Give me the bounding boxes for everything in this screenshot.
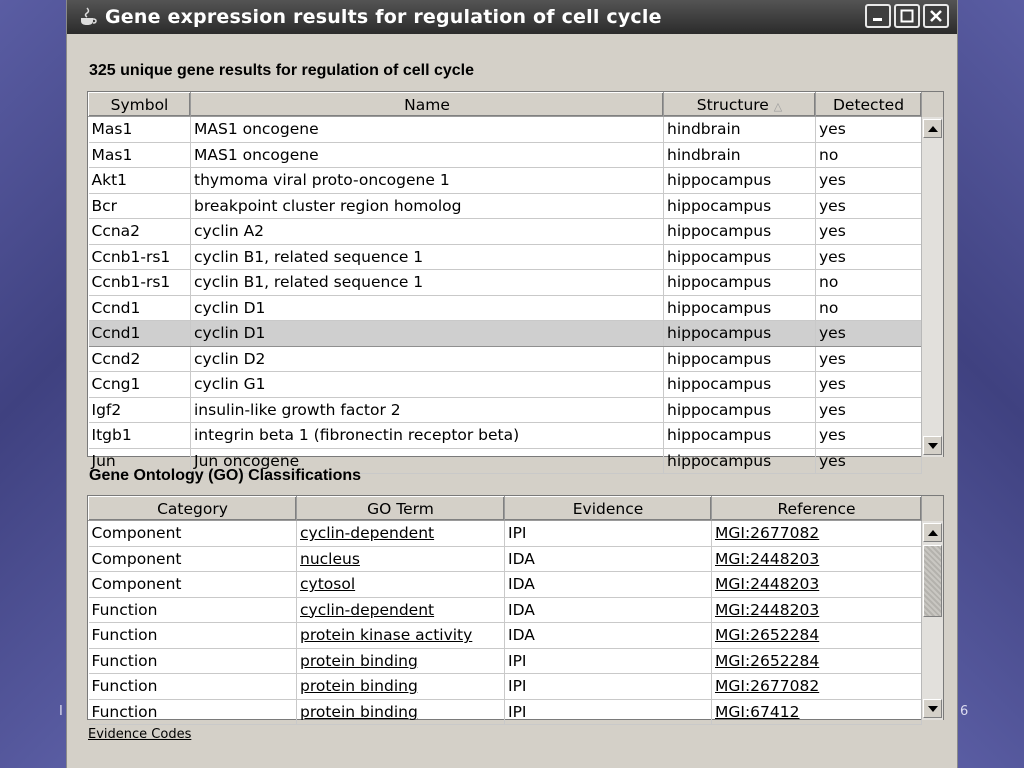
evidence-cell[interactable]: IPI — [505, 648, 712, 674]
reference-cell — [712, 674, 922, 700]
results-scroll-down-button[interactable] — [923, 436, 942, 455]
results-row[interactable] — [89, 295, 922, 321]
structure-cell[interactable]: hindbrain — [664, 117, 816, 143]
symbol-cell[interactable]: Ccnd1 — [89, 321, 191, 347]
results-row[interactable] — [89, 397, 922, 423]
reference-cell — [712, 699, 922, 725]
header-category[interactable]: Category — [89, 497, 297, 521]
reference-link[interactable]: MGI:2448203 — [715, 575, 820, 594]
name-cell[interactable]: cyclin A2 — [191, 219, 664, 245]
reference-cell — [712, 597, 922, 623]
header-symbol[interactable]: Symbol — [89, 93, 191, 117]
category-cell[interactable]: Component — [89, 546, 297, 572]
detected-cell[interactable]: yes — [816, 346, 922, 372]
category-cell[interactable]: Function — [89, 597, 297, 623]
structure-cell[interactable]: hippocampus — [664, 219, 816, 245]
arrow-up-icon — [928, 126, 938, 132]
results-scrollbar[interactable] — [921, 117, 943, 457]
detected-cell[interactable]: no — [816, 270, 922, 296]
go-term-link[interactable]: cyclin-dependent — [300, 600, 435, 619]
minimize-icon — [871, 9, 885, 23]
category-cell[interactable]: Function — [89, 674, 297, 700]
reference-cell — [712, 546, 922, 572]
evidence-cell[interactable]: IDA — [505, 623, 712, 649]
name-cell[interactable]: Jun oncogene — [191, 448, 664, 474]
reference-link[interactable]: MGI:67412 — [715, 702, 800, 721]
structure-cell[interactable]: hippocampus — [664, 372, 816, 398]
structure-cell[interactable]: hippocampus — [664, 346, 816, 372]
results-row[interactable] — [89, 117, 922, 143]
maximize-icon — [900, 9, 914, 23]
results-row[interactable] — [89, 142, 922, 168]
go-row[interactable] — [89, 674, 922, 700]
structure-cell[interactable]: hippocampus — [664, 448, 816, 474]
go-term-cell — [297, 674, 505, 700]
reference-link[interactable]: MGI:2652284 — [715, 626, 820, 645]
results-row[interactable] — [89, 372, 922, 398]
header-name[interactable]: Name — [191, 93, 664, 117]
arrow-down-icon — [928, 706, 938, 712]
structure-cell[interactable]: hippocampus — [664, 270, 816, 296]
detected-cell[interactable]: no — [816, 295, 922, 321]
detected-cell[interactable]: yes — [816, 193, 922, 219]
reference-cell — [712, 648, 922, 674]
structure-cell[interactable]: hippocampus — [664, 168, 816, 194]
background-text-left: I — [59, 704, 63, 719]
structure-cell[interactable]: hippocampus — [664, 321, 816, 347]
detected-cell[interactable]: yes — [816, 321, 922, 347]
detected-cell[interactable]: no — [816, 142, 922, 168]
name-cell[interactable]: cyclin B1, related sequence 1 — [191, 244, 664, 270]
go-scrollbar[interactable] — [921, 521, 943, 720]
go-term-link[interactable]: protein kinase activity — [300, 626, 473, 645]
background-text-right: 6 — [960, 704, 969, 719]
structure-cell[interactable]: hippocampus — [664, 423, 816, 449]
detected-cell[interactable]: yes — [816, 168, 922, 194]
symbol-cell[interactable]: Bcr — [89, 193, 191, 219]
reference-cell — [712, 521, 922, 547]
structure-cell[interactable]: hippocampus — [664, 295, 816, 321]
go-row[interactable] — [89, 699, 922, 725]
minimize-button[interactable] — [865, 4, 891, 28]
category-cell[interactable]: Function — [89, 648, 297, 674]
go-term-link[interactable]: protein binding — [300, 651, 418, 670]
results-header-row — [89, 93, 922, 117]
evidence-cell[interactable]: IPI — [505, 674, 712, 700]
detected-cell[interactable]: yes — [816, 219, 922, 245]
structure-cell[interactable]: hippocampus — [664, 397, 816, 423]
go-term-link[interactable]: nucleus — [300, 549, 360, 568]
close-icon — [929, 9, 943, 23]
results-row[interactable] — [89, 346, 922, 372]
reference-cell — [712, 572, 922, 598]
arrow-down-icon — [928, 443, 938, 449]
symbol-cell[interactable]: Ccna2 — [89, 219, 191, 245]
structure-cell[interactable]: hippocampus — [664, 244, 816, 270]
name-cell[interactable]: cyclin B1, related sequence 1 — [191, 270, 664, 296]
maximize-button[interactable] — [894, 4, 920, 28]
results-row[interactable] — [89, 168, 922, 194]
symbol-cell[interactable]: Ccng1 — [89, 372, 191, 398]
detected-cell[interactable]: yes — [816, 448, 922, 474]
evidence-cell[interactable]: IDA — [505, 572, 712, 598]
go-term-link[interactable]: cyclin-dependent — [300, 524, 435, 543]
go-row[interactable] — [89, 597, 922, 623]
arrow-up-icon — [928, 530, 938, 536]
background-right — [954, 0, 1024, 768]
go-term-cell — [297, 597, 505, 623]
results-row[interactable] — [89, 423, 922, 449]
detected-cell[interactable]: yes — [816, 397, 922, 423]
go-table — [88, 496, 922, 725]
name-cell[interactable]: thymoma viral proto-oncogene 1 — [191, 168, 664, 194]
reference-link[interactable]: MGI:2677082 — [715, 677, 820, 696]
results-scroll-up-button[interactable] — [923, 119, 942, 138]
results-row[interactable] — [89, 244, 922, 270]
results-table-panel — [87, 91, 944, 470]
name-cell[interactable]: breakpoint cluster region homolog — [191, 193, 664, 219]
go-term-cell — [297, 546, 505, 572]
symbol-cell[interactable]: Akt1 — [89, 168, 191, 194]
go-term-cell — [297, 572, 505, 598]
header-structure[interactable] — [664, 93, 816, 117]
results-row[interactable] — [89, 219, 922, 245]
evidence-cell[interactable]: IDA — [505, 546, 712, 572]
symbol-cell[interactable]: Ccnd1 — [89, 295, 191, 321]
symbol-cell[interactable]: Ccnb1-rs1 — [89, 244, 191, 270]
table-corner — [921, 92, 943, 117]
title-bar[interactable] — [67, 0, 957, 34]
symbol-cell[interactable]: Igf2 — [89, 397, 191, 423]
java-cup-icon — [77, 6, 99, 28]
category-cell[interactable]: Function — [89, 623, 297, 649]
evidence-cell[interactable]: IDA — [505, 597, 712, 623]
go-term-link[interactable]: protein binding — [300, 702, 418, 721]
category-cell[interactable]: Component — [89, 521, 297, 547]
results-heading: 325 unique gene results for regulation of cell cycle — [89, 62, 474, 79]
go-term-link[interactable]: protein binding — [300, 677, 418, 696]
results-row[interactable] — [89, 321, 922, 347]
reference-cell — [712, 623, 922, 649]
sort-ascending-icon: △ — [773, 99, 783, 113]
go-heading: Gene Ontology (GO) Classifications — [89, 467, 362, 484]
name-cell[interactable]: integrin beta 1 (fibronectin receptor beta) — [191, 423, 664, 449]
reference-link[interactable]: MGI:2652284 — [715, 651, 820, 670]
name-cell[interactable]: MAS1 oncogene — [191, 142, 664, 168]
name-cell[interactable]: cyclin G1 — [191, 372, 664, 398]
go-scroll-down-button[interactable] — [923, 699, 942, 718]
window-controls — [865, 4, 949, 28]
results-row[interactable] — [89, 270, 922, 296]
close-button[interactable] — [923, 4, 949, 28]
go-term-cell — [297, 699, 505, 725]
header-structure-label: Structure — [696, 95, 769, 114]
symbol-cell[interactable]: Ccnb1-rs1 — [89, 270, 191, 296]
symbol-cell[interactable]: Mas1 — [89, 117, 191, 143]
name-cell[interactable]: cyclin D1 — [191, 321, 664, 347]
reference-link[interactable]: MGI:2448203 — [715, 600, 820, 619]
go-term-cell — [297, 648, 505, 674]
name-cell[interactable]: cyclin D2 — [191, 346, 664, 372]
go-term-link[interactable]: cytosol — [300, 575, 356, 594]
go-row[interactable] — [89, 546, 922, 572]
name-cell[interactable]: cyclin D1 — [191, 295, 664, 321]
header-evidence[interactable]: Evidence — [505, 497, 712, 521]
symbol-cell[interactable]: Itgb1 — [89, 423, 191, 449]
symbol-cell[interactable]: Jun — [89, 448, 191, 474]
evidence-cell[interactable]: IPI — [505, 521, 712, 547]
go-row[interactable] — [89, 648, 922, 674]
go-term-cell — [297, 623, 505, 649]
structure-cell[interactable]: hindbrain — [664, 142, 816, 168]
header-go-term[interactable]: GO Term — [297, 497, 505, 521]
go-scroll-thumb[interactable] — [923, 545, 942, 617]
name-cell[interactable]: MAS1 oncogene — [191, 117, 664, 143]
reference-link[interactable]: MGI:2448203 — [715, 549, 820, 568]
detected-cell[interactable]: yes — [816, 244, 922, 270]
background-left — [0, 0, 70, 768]
results-row[interactable] — [89, 193, 922, 219]
detected-cell[interactable]: yes — [816, 372, 922, 398]
category-cell[interactable]: Component — [89, 572, 297, 598]
results-window — [66, 0, 958, 768]
go-header-row — [89, 497, 922, 521]
window-title: Gene expression results for regulation of cell cycle — [105, 6, 662, 28]
evidence-cell[interactable]: IPI — [505, 699, 712, 725]
category-cell[interactable]: Function — [89, 699, 297, 725]
symbol-cell[interactable]: Ccnd2 — [89, 346, 191, 372]
header-detected[interactable]: Detected — [816, 93, 922, 117]
detected-cell[interactable]: yes — [816, 117, 922, 143]
go-row[interactable] — [89, 623, 922, 649]
symbol-cell[interactable]: Mas1 — [89, 142, 191, 168]
detected-cell[interactable]: yes — [816, 423, 922, 449]
evidence-codes-link[interactable]: Evidence Codes — [88, 727, 192, 742]
go-table-panel — [87, 495, 944, 720]
name-cell[interactable]: insulin-like growth factor 2 — [191, 397, 664, 423]
go-table-corner — [921, 496, 943, 521]
header-reference[interactable]: Reference — [712, 497, 922, 521]
results-table — [88, 92, 922, 474]
go-term-cell — [297, 521, 505, 547]
reference-link[interactable]: MGI:2677082 — [715, 524, 820, 543]
go-row[interactable] — [89, 521, 922, 547]
go-row[interactable] — [89, 572, 922, 598]
structure-cell[interactable]: hippocampus — [664, 193, 816, 219]
go-scroll-up-button[interactable] — [923, 523, 942, 542]
